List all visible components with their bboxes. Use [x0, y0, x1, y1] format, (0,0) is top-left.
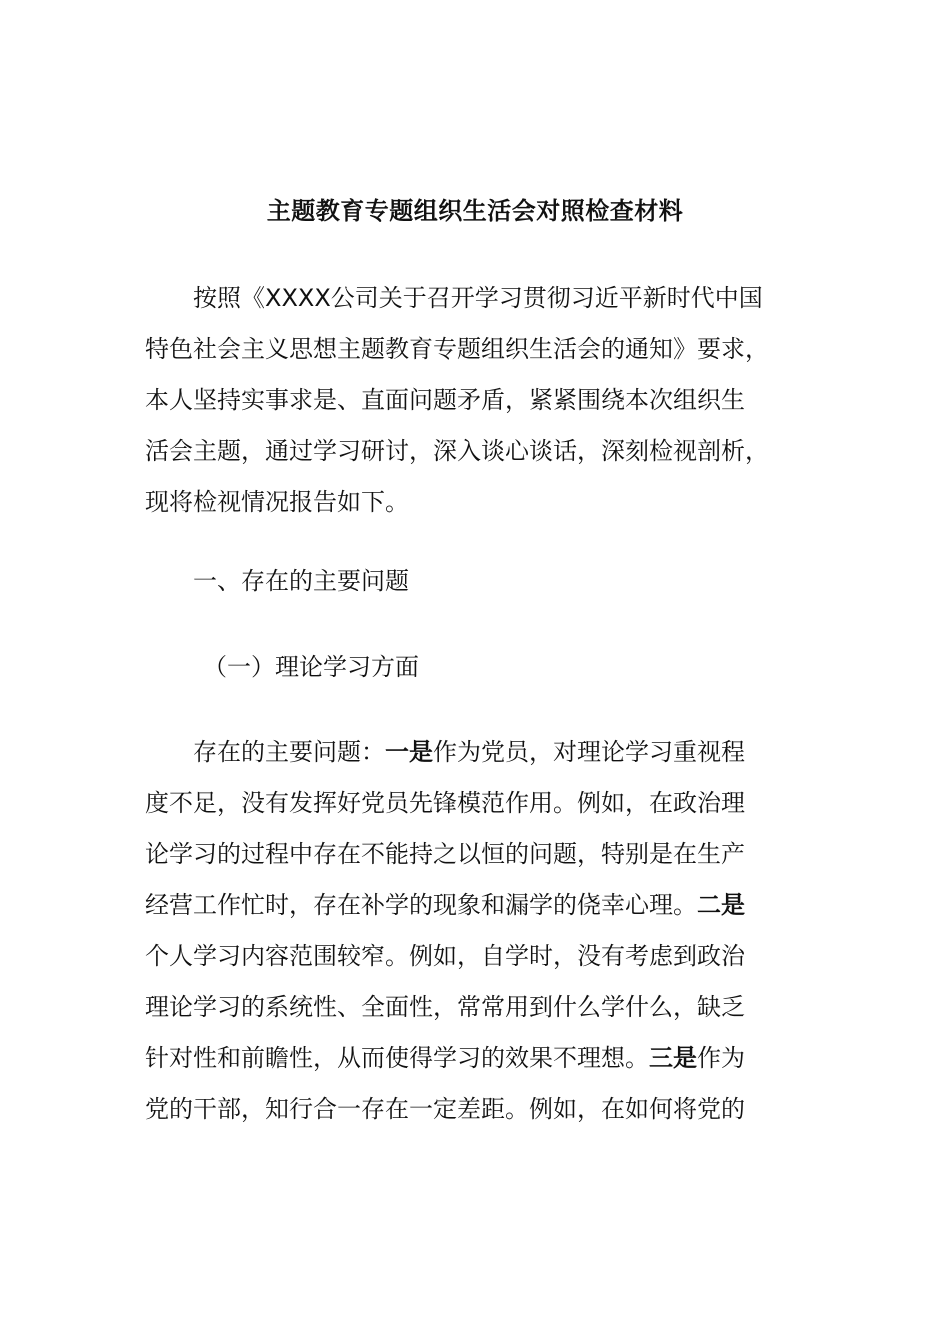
problems-line [145, 727, 810, 778]
intro-line: 本人坚持实事求是、直面问题矛盾，紧紧围绕本次组织生 [145, 386, 745, 414]
intro-paragraph [145, 273, 810, 528]
problems-line [145, 1033, 810, 1084]
problems-line: 理论学习的系统性、全面性，常常用到什么学什么，缺乏 [145, 993, 745, 1021]
intro-line: 特色社会主义思想主题教育专题组织生活会的通知》要求， [145, 335, 769, 363]
problems-line: 党的干部，知行合一存在一定差距。例如，在如何将党的 [145, 1095, 745, 1123]
problems-line: 论学习的过程中存在不能持之以恒的问题，特别是在生产 [145, 840, 745, 868]
problems-text: 作为党员，对理论学习重视程 [433, 738, 745, 766]
document-title: 主题教育专题组织生活会对照检查材料 [266, 197, 684, 225]
subsection-heading [145, 642, 810, 693]
section-heading-text: 一、存在的主要问题 [193, 567, 409, 595]
problems-line: 个人学习内容范围较窄。例如，自学时，没有考虑到政治 [145, 942, 745, 970]
problems-text: 针对性和前瞻性，从而使得学习的效果不理想。 [145, 1044, 649, 1072]
intro-line: 按照《XXXX公司关于召开学习贯彻习近平新时代中国 [193, 284, 763, 312]
subsection-heading-text: （一）理论学习方面 [203, 653, 419, 681]
section-heading [145, 556, 810, 607]
problems-line: 度不足，没有发挥好党员先锋模范作用。例如，在政治理 [145, 789, 745, 817]
problems-prefix: 存在的主要问题： [193, 738, 385, 766]
marker-second: 二是 [697, 891, 745, 919]
problems-text: 经营工作忙时，存在补学的现象和漏学的侥幸心理。 [145, 891, 697, 919]
intro-line: 现将检视情况报告如下。 [145, 488, 409, 516]
problems-paragraph [145, 727, 810, 1135]
marker-third: 三是 [649, 1044, 697, 1072]
problems-text: 作为 [697, 1044, 745, 1072]
intro-line: 活会主题，通过学习研讨，深入谈心谈话，深刻检视剖析， [145, 437, 769, 465]
problems-line [145, 880, 810, 931]
marker-first: 一是 [385, 738, 433, 766]
